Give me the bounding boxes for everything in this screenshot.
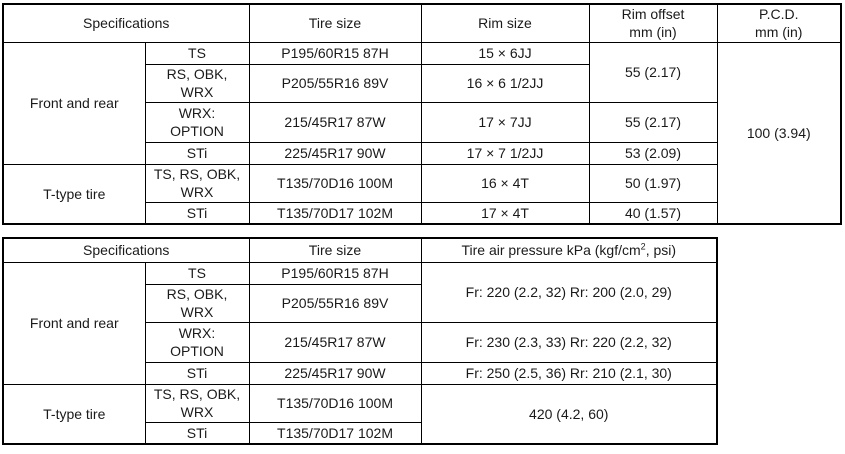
header-line: P.C.D. <box>759 6 799 23</box>
table-row <box>3 384 717 422</box>
header-line: mm (in) <box>629 24 677 41</box>
cell-pressure: Fr: 230 (2.3, 33) Rr: 220 (2.2, 32) <box>421 322 717 362</box>
cell-tire-size: 215/45R17 87W <box>249 322 421 362</box>
table-row <box>3 42 841 64</box>
cell-tire-size: T135/70D16 100M <box>249 164 421 202</box>
cell-tire-size: T135/70D17 102M <box>249 422 421 444</box>
cell-rim-size: 16 × 6 1/2JJ <box>421 64 589 102</box>
cell-trim: STi <box>145 362 249 384</box>
cell-rim-size: 16 × 4T <box>421 164 589 202</box>
table-header-row <box>3 238 717 262</box>
header-pressure-prefix: Tire air pressure kPa (kgf/cm <box>461 242 641 259</box>
cell-tire-size: 225/45R17 90W <box>249 362 421 384</box>
header-pcd <box>717 4 841 42</box>
cell-pressure: 420 (4.2, 60) <box>421 384 717 444</box>
cell-line: OPTION <box>170 343 224 359</box>
cell-trim: TS <box>145 262 249 284</box>
header-tire-size: Tire size <box>249 238 421 262</box>
tire-rim-spec-table <box>2 3 842 225</box>
cell-trim: STi <box>145 142 249 164</box>
cell-rim-size: 15 × 6JJ <box>421 42 589 64</box>
cell-line: RS, OBK, <box>166 286 228 302</box>
cell-trim <box>145 322 249 362</box>
cell-rim-offset: 50 (1.97) <box>589 164 717 202</box>
cell-trim <box>145 284 249 322</box>
header-line: Rim offset <box>621 6 685 23</box>
cell-rim-size: 17 × 4T <box>421 202 589 224</box>
cell-tire-size: 215/45R17 87W <box>249 102 421 142</box>
cell-line: WRX <box>180 84 214 100</box>
header-rim-offset <box>589 4 717 42</box>
cell-trim <box>145 64 249 102</box>
header-tire-size: Tire size <box>249 4 421 42</box>
cell-pressure: Fr: 220 (2.2, 32) Rr: 200 (2.0, 29) <box>421 262 717 322</box>
group-front-and-rear: Front and rear <box>3 262 145 384</box>
cell-line: WRX <box>180 404 214 420</box>
cell-trim <box>145 384 249 422</box>
cell-line: TS, RS, OBK, <box>153 166 241 182</box>
cell-trim: STi <box>145 422 249 444</box>
cell-tire-size: P205/55R16 89V <box>249 284 421 322</box>
cell-line: WRX: <box>178 105 216 121</box>
cell-trim: STi <box>145 202 249 224</box>
header-specifications: Specifications <box>3 4 249 42</box>
cell-trim <box>145 102 249 142</box>
cell-line: OPTION <box>170 123 224 139</box>
header-tire-pressure <box>421 238 717 262</box>
cell-trim: TS <box>145 42 249 64</box>
group-t-type-tire: T-type tire <box>3 164 145 224</box>
cell-pressure: Fr: 250 (2.5, 36) Rr: 210 (2.1, 30) <box>421 362 717 384</box>
header-line: mm (in) <box>755 24 803 41</box>
table-row <box>3 262 717 284</box>
header-specifications: Specifications <box>3 238 249 262</box>
cell-tire-size: T135/70D16 100M <box>249 384 421 422</box>
cell-tire-size: P195/60R15 87H <box>249 42 421 64</box>
cell-line: WRX <box>180 304 214 320</box>
cell-rim-offset: 55 (2.17) <box>589 102 717 142</box>
cell-pcd: 100 (3.94) <box>717 42 841 224</box>
cell-tire-size: P205/55R16 89V <box>249 64 421 102</box>
cell-rim-offset: 55 (2.17) <box>589 42 717 102</box>
cell-line: TS, RS, OBK, <box>153 386 241 402</box>
header-pressure-suffix: , psi) <box>645 242 677 259</box>
tire-pressure-table <box>2 237 718 445</box>
cell-rim-offset: 53 (2.09) <box>589 142 717 164</box>
group-front-and-rear: Front and rear <box>3 42 145 164</box>
table-header-row <box>3 4 841 42</box>
cell-rim-size: 17 × 7 1/2JJ <box>421 142 589 164</box>
header-rim-size: Rim size <box>421 4 589 42</box>
cell-line: RS, OBK, <box>166 66 228 82</box>
header-pressure-superscript: 2 <box>640 241 646 252</box>
cell-rim-offset: 40 (1.57) <box>589 202 717 224</box>
cell-rim-size: 17 × 7JJ <box>421 102 589 142</box>
table-row <box>3 164 841 202</box>
cell-tire-size: 225/45R17 90W <box>249 142 421 164</box>
cell-tire-size: T135/70D17 102M <box>249 202 421 224</box>
group-t-type-tire: T-type tire <box>3 384 145 444</box>
cell-trim <box>145 164 249 202</box>
cell-line: WRX <box>180 184 214 200</box>
cell-tire-size: P195/60R15 87H <box>249 262 421 284</box>
cell-line: WRX: <box>178 325 216 341</box>
